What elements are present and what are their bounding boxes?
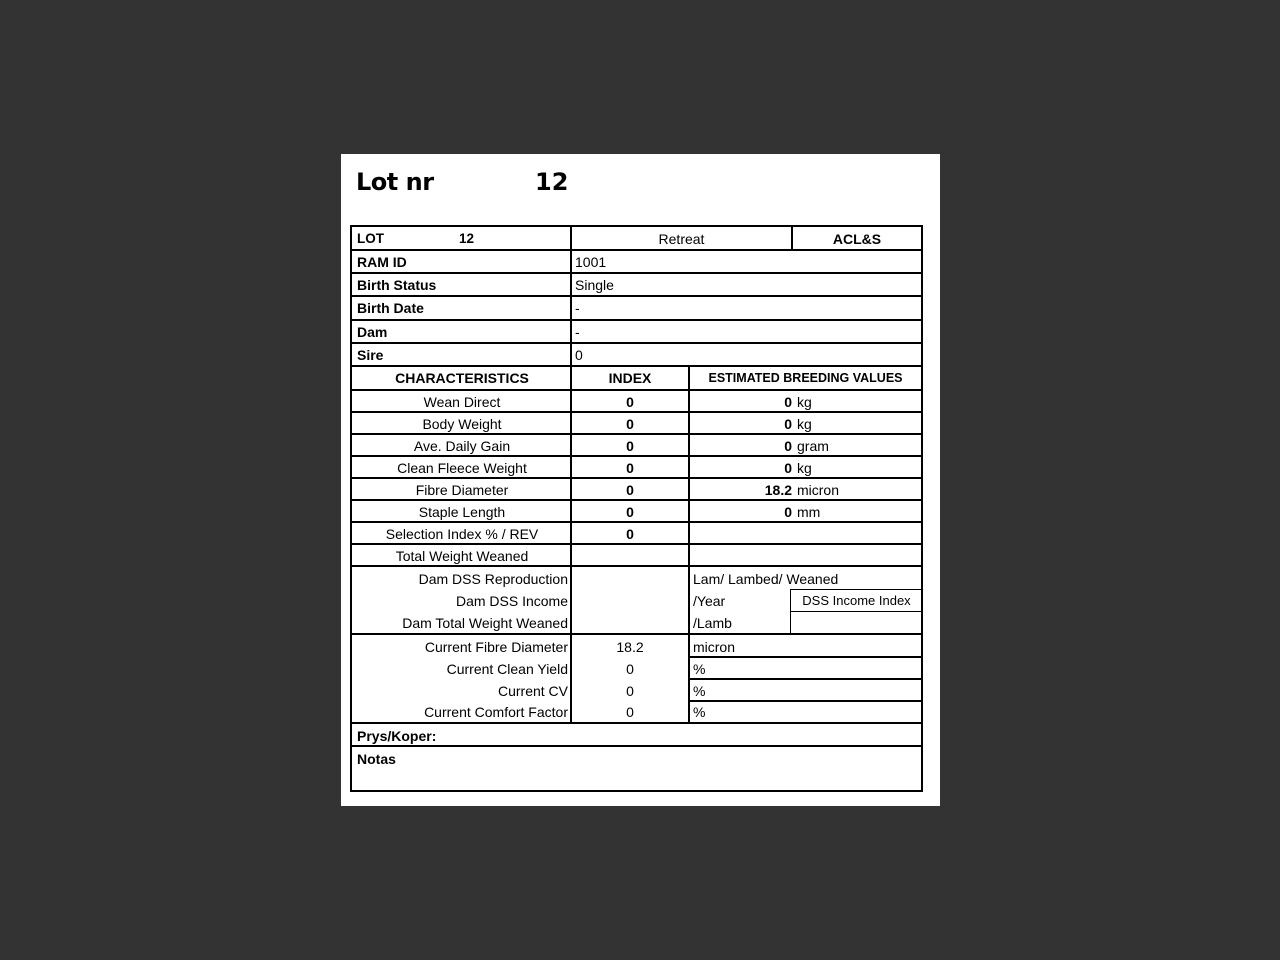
column-characteristics: CHARACTERISTICS <box>395 370 529 386</box>
grid-line <box>352 295 921 297</box>
info-label-birth-status: Birth Status <box>357 276 437 293</box>
trait-ebv: 0 <box>784 437 792 454</box>
current-unit: % <box>693 660 706 677</box>
grid-line <box>352 411 921 413</box>
lot-title-number: 12 <box>535 168 569 196</box>
current-value: 18.2 <box>616 638 644 655</box>
trait-unit: kg <box>797 393 812 410</box>
grid-line <box>352 745 921 747</box>
dam-total-label: Dam Total Weight Weaned <box>402 614 568 631</box>
current-label: Current Fibre Diameter <box>424 638 568 655</box>
trait-index: 0 <box>626 437 634 454</box>
dam-income-unit: /Year <box>693 592 726 609</box>
trait-unit: kg <box>797 415 812 432</box>
trait-index: 0 <box>626 503 634 520</box>
current-label: Current Comfort Factor <box>424 703 568 720</box>
grid-line <box>688 656 921 658</box>
info-label-dam: Dam <box>357 323 388 340</box>
trait-unit: kg <box>797 459 812 476</box>
dam-reproduction-unit: Lam/ Lambed/ Weaned <box>693 570 839 587</box>
buyer-label: Prys/Koper: <box>357 727 437 744</box>
farm-name: Retreat <box>658 230 705 247</box>
current-label: Current CV <box>497 682 568 699</box>
grid-line <box>352 722 921 724</box>
grid-line <box>352 521 921 523</box>
column-ebv: ESTIMATED BREEDING VALUES <box>708 370 903 385</box>
info-label-ram-id: RAM ID <box>357 253 407 270</box>
current-value: 0 <box>626 660 634 677</box>
trait-ebv: 0 <box>784 459 792 476</box>
trait-name: Fibre Diameter <box>415 481 509 498</box>
trait-name: Staple Length <box>418 503 506 520</box>
dam-reproduction-label: Dam DSS Reproduction <box>418 570 568 587</box>
trait-name: Clean Fleece Weight <box>397 459 527 476</box>
current-value: 0 <box>626 703 634 720</box>
trait-unit: gram <box>797 437 829 454</box>
grid-line <box>352 249 921 251</box>
grid-line <box>570 227 572 723</box>
trait-name: Selection Index % / REV <box>385 525 539 542</box>
trait-index: 0 <box>626 525 634 542</box>
grid-line <box>688 700 921 702</box>
trait-ebv: 0 <box>784 415 792 432</box>
trait-index: 0 <box>626 415 634 432</box>
trait-name: Wean Direct <box>423 393 501 410</box>
trait-index: 0 <box>626 481 634 498</box>
grid-line <box>688 365 690 723</box>
dam-income-label: Dam DSS Income <box>455 592 568 609</box>
column-index: INDEX <box>608 370 652 386</box>
grid-line <box>791 227 793 250</box>
current-value: 0 <box>626 682 634 699</box>
dss-income-index-label: DSS Income Index <box>802 593 911 608</box>
info-value-birth-status: Single <box>575 276 614 293</box>
grid-line <box>352 365 921 367</box>
grid-line <box>352 272 921 274</box>
grid-line <box>352 342 921 344</box>
grid-line <box>352 499 921 501</box>
grid-line <box>790 589 921 590</box>
trait-unit: mm <box>797 503 821 520</box>
trait-ebv: 18.2 <box>764 481 792 498</box>
lot-value: 12 <box>459 230 475 246</box>
owner-name: ACL&S <box>832 230 882 247</box>
notes-label: Notas <box>357 750 396 767</box>
dam-total-unit: /Lamb <box>693 614 732 631</box>
info-value-dam: - <box>575 323 580 340</box>
info-value-birth-date: - <box>575 300 580 316</box>
lot-table <box>350 225 923 792</box>
grid-line <box>352 433 921 435</box>
current-unit: micron <box>693 638 736 655</box>
grid-line <box>352 455 921 457</box>
info-value-sire: 0 <box>575 346 583 363</box>
trait-name: Total Weight Weaned <box>395 547 529 564</box>
lot-title-label: Lot nr <box>356 168 434 196</box>
trait-unit: micron <box>797 481 840 498</box>
trait-index: 0 <box>626 459 634 476</box>
grid-line <box>352 477 921 479</box>
trait-name: Ave. Daily Gain <box>413 437 511 454</box>
current-unit: % <box>693 682 706 699</box>
trait-index: 0 <box>626 393 634 410</box>
grid-line <box>352 319 921 321</box>
trait-ebv: 0 <box>784 503 792 520</box>
grid-line <box>352 633 921 635</box>
trait-ebv: 0 <box>784 393 792 410</box>
grid-line <box>352 565 921 567</box>
grid-line <box>688 678 921 680</box>
lot-card <box>341 154 940 806</box>
grid-line <box>352 543 921 545</box>
info-label-sire: Sire <box>357 346 384 363</box>
info-label-birth-date: Birth Date <box>357 300 424 316</box>
grid-line <box>790 611 921 612</box>
trait-name: Body Weight <box>422 415 502 432</box>
grid-line <box>790 589 791 633</box>
grid-line <box>352 389 921 391</box>
lot-label: LOT <box>357 230 384 246</box>
current-unit: % <box>693 703 706 720</box>
lot-label-cell <box>354 228 570 249</box>
info-value-ram-id: 1001 <box>575 253 607 270</box>
current-label: Current Clean Yield <box>446 660 568 677</box>
